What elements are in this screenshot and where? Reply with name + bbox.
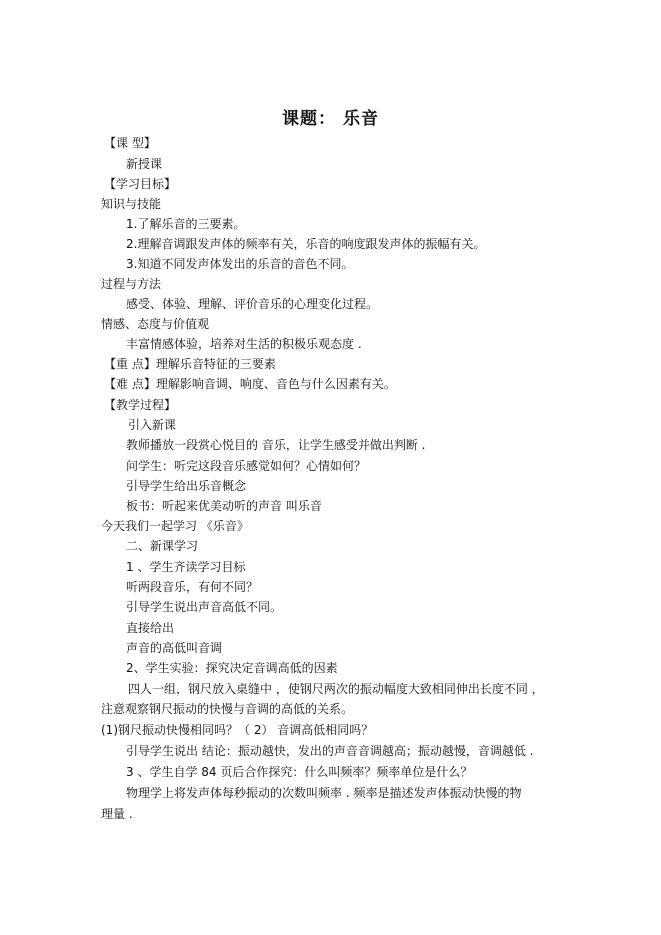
section-heading-teaching-process: 【教学过程】	[104, 398, 177, 412]
section-heading-lesson-type: 【课 型】	[104, 136, 156, 150]
section-heading-difficulty: 【难 点】理解影响音调、响度、音色与什么因素有关。	[104, 377, 396, 391]
subheading-process: 过程与方法	[101, 277, 162, 291]
section-heading-key-point: 【重 点】理解乐音特征的三要素	[104, 357, 276, 371]
text-line: 2、学生实验：探究决定音调高低的因素	[126, 661, 338, 675]
text-line: 理量 .	[101, 807, 133, 821]
text-line: 物理学上将发声体每秒振动的次数叫频率 . 频率是描述发声体振动快慢的物	[126, 786, 522, 800]
text-line: 3.知道不同发声体发出的乐音的音色不同。	[126, 257, 354, 271]
text-line: 今天我们一起学习 《乐音》	[101, 519, 249, 533]
text-line: 四人一组，钢尺放入桌缝中 ，使钢尺两次的振动幅度大致相同伸出长度不同 ，	[128, 682, 544, 696]
text-line: 引导学生说出 结论：振动越快，发出的声音音调越高；振动越慢，音调越低 .	[126, 744, 534, 758]
text-line: (1)钢尺振动快慢相同吗？（ 2） 音调高低相同吗？	[101, 723, 374, 737]
text-line: 注意观察钢尺振动的快慢与音调的高低的关系。	[101, 702, 354, 716]
text-line: 教师播放一段赏心悦目的 音乐，让学生感受并做出判断 .	[126, 438, 426, 452]
section-heading-learning-goals: 【学习目标】	[104, 177, 177, 191]
text-line: 1 、学生齐读学习目标	[126, 560, 246, 574]
text-line: 丰富情感体验，培养对生活的积极乐观态度 .	[126, 337, 362, 351]
text-line: 3 、学生自学 84 页后合作探究：什么叫频率？频率单位是什么？	[126, 765, 473, 779]
text-line: 听两段音乐，有何不同？	[126, 580, 259, 594]
text-line: 引导学生给出乐音概念	[126, 479, 247, 493]
text-line: 引入新课	[128, 418, 177, 432]
text-line: 声音的高低叫音调	[126, 641, 223, 655]
text-line: 二、新课学习	[126, 539, 199, 553]
text-line: 2.理解音调跟发声体的频率有关，乐音的响度跟发声体的振幅有关。	[126, 237, 486, 251]
text-line: 引导学生说出声音高低不同。	[126, 600, 283, 614]
text-line: 感受、体验、理解、评价音乐的心理变化过程。	[126, 297, 379, 311]
text-line: 新授课	[126, 157, 163, 171]
subheading-knowledge: 知识与技能	[101, 197, 162, 211]
subheading-attitude: 情感、态度与价值观	[101, 317, 210, 331]
text-line: 1.了解乐音的三要素。	[126, 217, 246, 231]
text-line: 直接给出	[126, 621, 175, 635]
page-title: 课题： 乐音	[282, 109, 379, 129]
text-line: 板书：听起来优美动听的声音 叫乐音	[126, 499, 322, 513]
text-line: 问学生：听完这段音乐感觉如何？心情如何？	[126, 459, 367, 473]
